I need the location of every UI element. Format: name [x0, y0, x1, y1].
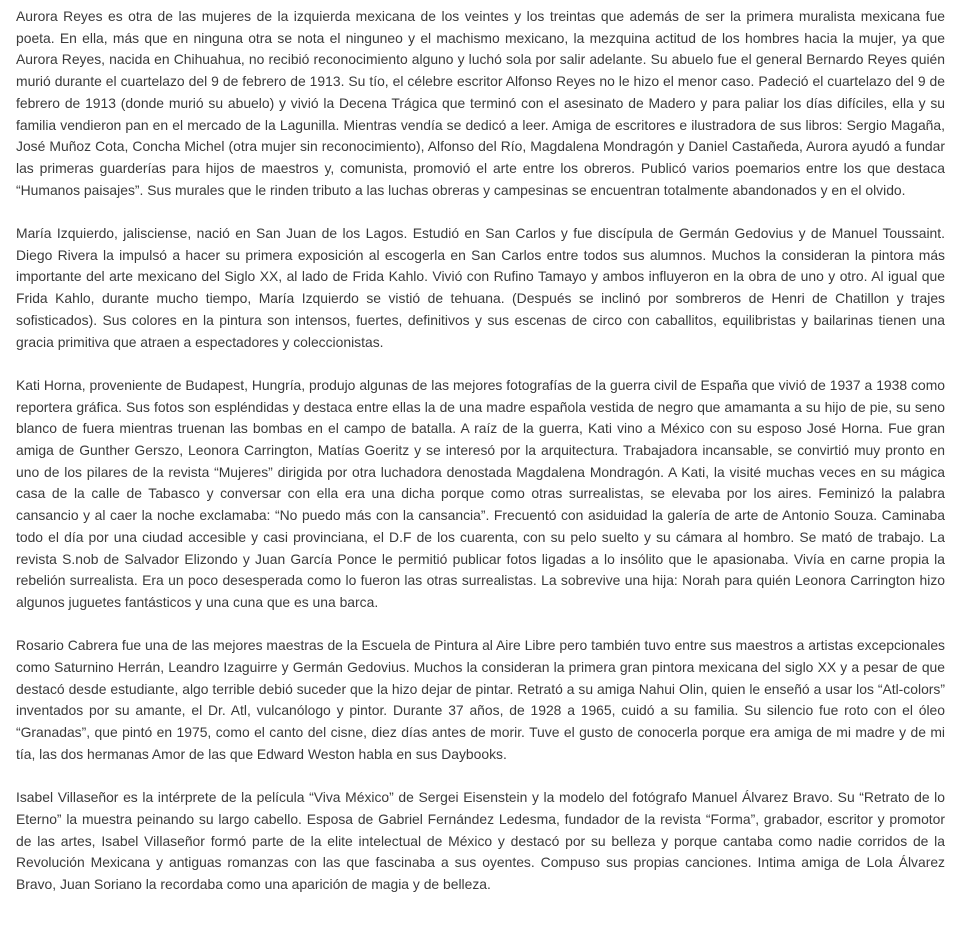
paragraph-kati-horna: Kati Horna, proveniente de Budapest, Hungría, produjo algunas de las mejores fotografías de la guerra civil de España que vivió de 1937 a 1938 como reportera gráfica. Sus fotos son espléndidas y destaca entre ellas la de una madre española vestida de negro que amamanta a su hijo de pie, su seno blanco de fuera mientras truenan las bombas en el campo de batalla. A raíz de la guerra, Kati vino a México con su esposo José Horna. Fue gran amiga de Gunther Gerszo, Leonora Carrington, Matías Goeritz y se interesó por la arquitectura. Trabajadora incansable, se convirtió muy pronto en uno de los pilares de la revista “Mujeres” dirigida por otra luchadora denostada Magdalena Mondragón. A Kati, la visité muchas veces en su mágica casa de la calle de Tabasco y conversar con ella era una dicha porque como otras surrealistas, se elevaba por los aires. Feminizó la palabra cansancio y al caer la noche exclamaba: “No puedo más con la cansancia”. Frecuentó con asiduidad la galería de arte de Antonio Souza. Caminaba todo el día por una ciudad accesible y casi provinciana, el D.F de los cuarenta, con su pelo suelto y su cámara al hombro. Se mató de trabajo. La revista S.nob de Salvador Elizondo y Juan García Ponce le permitió publicar fotos ligadas a lo insólito que le apasionaba. Vivía en carne propia la rebelión surrealista. Era un poco desesperada como lo fueron las otras surrealistas. La sobrevive una hija: Norah para quién Leonora Carrington hizo algunos juguetes fantásticos y una cuna que es una barca. [16, 376, 945, 610]
paragraph-isabel-villasenor: Isabel Villaseñor es la intérprete de la película “Viva México” de Sergei Eisenstein y la modelo del fotógrafo Manuel Álvarez Bravo. Su “Retrato de lo Eterno” la muestra peinando su largo cabello. Esposa de Gabriel Fernández Ledesma, fundador de la revista “Forma”, grabador, escritor y promotor de las artes, Isabel Villaseñor formó parte de la elite intelectual de México y destacó por su belleza y porque cantaba como nadie corridos de la Revolución Mexicana y antiguas romanzas con las que fascinaba a sus oyentes. Compuso sus propias canciones. Intima amiga de Lola Álvarez Bravo, Juan Soriano la recordaba como una aparición de magia y de belleza. [16, 789, 945, 893]
paragraph-aurora-reyes: Aurora Reyes es otra de las mujeres de la izquierda mexicana de los veintes y los treintas que además de ser la primera muralista mexicana fue poeta. En ella, más que en ninguna otra se nota el ninguneo y el machismo mexicano, la mezquina actitud de los hombres hacia la mujer, ya que Aurora Reyes, nacida en Chihuahua, no recibió reconocimiento alguno y luchó sola por salir adelante. Su abuelo fue el general Bernardo Reyes quién murió durante el cuartelazo del 9 de febrero de 1913. Su tío, el célebre escritor Alfonso Reyes no le hizo el menor caso. Padeció el cuartelazo del 9 de febrero de 1913 (donde murió su abuelo) y vivió la Decena Trágica que terminó con el asesinato de Madero y para paliar los días difíciles, ella y su familia vendieron pan en el mercado de la Lagunilla. Mientras vendía se dedicó a leer. Amiga de escritores e ilustradora de sus libros: Sergio Magaña, José Muñoz Cota, Concha Michel (otra mujer sin reconocimiento), Alfonso del Río, Magdalena Mondragón y Daniel Castañeda, Aurora ayudó a fundar las primeras guarderías para hijos de maestros y, comunista, promovió el arte entre los obreros. Publicó varios poemarios entre los que destaca “Humanos paisajes”. Sus murales que le rinden tributo a las luchas obreras y campesinas se encuentran totalmente abandonados y en el olvido. [16, 8, 945, 198]
article-body [16, 6, 945, 896]
paragraph-maria-izquierdo: María Izquierdo, jalisciense, nació en San Juan de los Lagos. Estudió en San Carlos y fue discípula de Germán Gedovius y de Manuel Toussaint. Diego Rivera la impulsó a hacer su primera exposición al escogerla en San Carlos entre todos sus alumnos. Muchos la consideran la pintora más importante del arte mexicano del Siglo XX, al lado de Frida Kahlo. Vivió con Rufino Tamayo y ambos influyeron en la obra de uno y otro. Al igual que Frida Kahlo, durante mucho tiempo, María Izquierdo se vistió de tehuana. (Después se inclinó por sombreros de Henri de Chatillon y trajes sofisticados). Sus colores en la pintura son intensos, fuertes, definitivos y sus escenas de circo con caballitos, equilibristas y bailarinas tienen una gracia primitiva que atraen a espectadores y coleccionistas. [16, 225, 945, 350]
paragraph-rosario-cabrera: Rosario Cabrera fue una de las mejores maestras de la Escuela de Pintura al Aire Libre pero también tuvo entre sus maestros a artistas excepcionales como Saturnino Herrán, Leandro Izaguirre y Germán Gedovius. Muchos la consideran la primera gran pintora mexicana del siglo XX y a pesar de que destacó desde estudiante, algo terrible debió suceder que la hizo dejar de pintar. Retrató a su amiga Nahui Olin, quien le enseñó a usar los “Atl-colors” inventados por su amante, el Dr. Atl, vulcanólogo y pintor. Durante 37 años, de 1928 a 1965, cuidó a su familia. Su silencio fue roto con el óleo “Granadas”, que pintó en 1975, como el canto del cisne, diez días antes de morir. Tuve el gusto de conocerla porque era amiga de mi madre y de mi tía, las dos hermanas Amor de las que Edward Weston habla en sus Daybooks. [16, 637, 945, 762]
